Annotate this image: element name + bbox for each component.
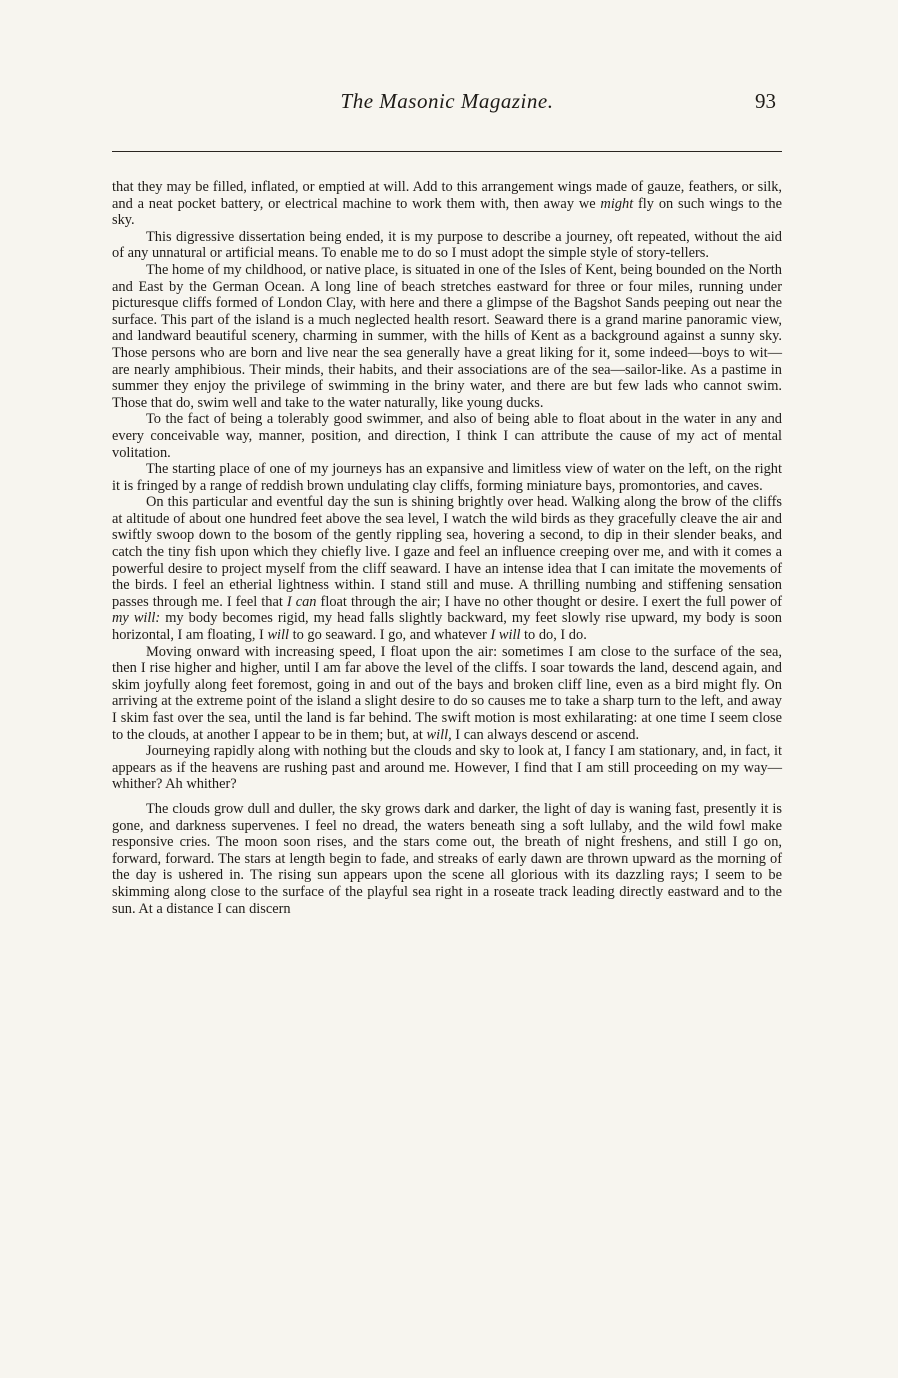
paragraph bbox=[112, 494, 782, 643]
text-segment: to do, I do. bbox=[520, 627, 587, 644]
text-segment: that they may be filled, inflated, or emptied at will. Add to this arrangement wings made of gauze, feathers, or silk, and a neat pocket battery, or electrical machine to work them with, then away we bbox=[112, 179, 782, 212]
text-segment: To the fact of being a tolerably good swimmer, and also of being able to float about in the water in any and every conceivable way, manner, position, and direction, I think I can attribute the cause of my act of mental volitation. bbox=[112, 411, 782, 461]
italic-text: will, bbox=[426, 726, 452, 743]
header-rule bbox=[112, 151, 782, 152]
text-segment: float through the air; I have no other thought or desire. I exert the full power of bbox=[316, 593, 782, 610]
paragraph bbox=[112, 262, 782, 411]
italic-text: my will: bbox=[112, 610, 161, 627]
text-segment: The starting place of one of my journeys has an expansive and limitless view of water on the left, on the right it is fringed by a range of reddish brown undulating clay cliffs, forming miniature bays, promontories, and caves. bbox=[112, 461, 782, 494]
article-body bbox=[112, 179, 782, 917]
text-segment: The home of my childhood, or native place, is situated in one of the Isles of Kent, being bounded on the North and East by the German Ocean. A long line of beach stretches eastward for three or four miles, running under picturesque cliffs formed of London Clay, with here and there a glimpse of the Bagshot Sands peeping out near the surface. This part of the island is a much neglected health resort. Seaward there is a grand marine panoramic view, and landward beautiful scenery, charming in summer, with the hills of Kent as a background against a sunny sky. Those persons who are born and live near the sea generally have a great liking for it, some indeed—boys to wit—are nearly amphibious. Their minds, their habits, and their associations are of the sea—sailor-like. As a pastime in summer they enjoy the privilege of swimming in the briny water, and there are but few lads who cannot swim. Those that do, swim well and take to the water naturally, like young ducks. bbox=[112, 261, 782, 411]
text-segment: This digressive dissertation being ended, it is my purpose to describe a journey, oft repeated, without the aid of any unnatural or artificial means. To enable me to do so I must adopt the simple style of story-tellers. bbox=[112, 228, 782, 262]
paragraph bbox=[112, 461, 782, 494]
running-title: The Masonic Magazine. bbox=[340, 89, 554, 113]
paragraph bbox=[112, 644, 782, 744]
text-segment: Moving onward with increasing speed, I float upon the air: sometimes I am close to the surface of the sea, then I rise higher and higher, until I am far above the level of the cliffs. I soar towards the land, descend again, and skim joyfully along feet foremost, going in and out of the bays and broken cliff line, even as a bird might fly. On arriving at the extreme point of the island a slight desire to do so causes me to take a sharp turn to the left, and away I skim fast over the sea, until the land is far behind. The swift motion is most exhilarating: at one time I seem close to the clouds, at another I appear to be in them; but, at bbox=[112, 643, 782, 743]
text-segment: my body becomes rigid, my head falls slightly backward, my feet slowly rise upward, my body is soon horizontal, I am floating, I bbox=[112, 610, 782, 644]
text-segment: fly on such wings to the sky. bbox=[112, 195, 782, 229]
text-segment: to go seaward. I go, and whatever bbox=[289, 627, 491, 644]
italic-text: I will bbox=[490, 627, 521, 644]
paragraph bbox=[112, 411, 782, 461]
paragraph bbox=[112, 743, 782, 793]
paragraph bbox=[112, 801, 782, 917]
text-segment: On this particular and eventful day the sun is shining brightly over head. Walking along the brow of the cliffs at altitude of about one hundred feet above the sea level, I watch the wild birds as they gracefully cleave the air and swiftly swoop down to the bosom of the gently rippling sea, hovering a second, to dip in their slender beaks, and catch the tiny fish upon which they chiefly live. I gaze and feel an influence creeping over me, and with it comes a powerful desire to project myself from the cliff seaward. I have an intense idea that I can imitate the movements of the birds. I feel an etherial lightness within. I stand still and muse. A thrilling numbing and stiffening sensation passes through me. I feel that bbox=[112, 494, 782, 610]
italic-text: I can bbox=[286, 593, 317, 610]
page-header bbox=[112, 89, 782, 121]
text-segment: The clouds grow dull and duller, the sky grows dark and darker, the light of day is waning fast, presently it is gone, and darkness supervenes. I feel no dread, the waters beneath sing a soft lullaby, and the wild fowl make responsive cries. The moon soon rises, and the stars come out, the breath of night freshens, and still I go on, forward, forward. The stars at length begin to fade, and streaks of early dawn are thrown upward as the morning of the day is ushered in. The rising sun appears upon the scene all glorious with its dazzling rays; I seem to be skimming along close to the surface of the playful sea right in a roseate track leading directly eastward and to the sun. At a distance I can discern bbox=[112, 800, 782, 917]
italic-text: might bbox=[600, 195, 634, 212]
page-number: 93 bbox=[755, 89, 776, 113]
text-segment: I can always descend or ascend. bbox=[451, 726, 640, 743]
paragraph bbox=[112, 229, 782, 262]
italic-text: will bbox=[267, 627, 290, 644]
text-segment: Journeying rapidly along with nothing but the clouds and sky to look at, I fancy I am stationary, and, in fact, it appears as if the heavens are rushing past and around me. However, I find that I am still proceeding on my way—whither? Ah whither? bbox=[112, 743, 782, 793]
paragraph bbox=[112, 179, 782, 229]
